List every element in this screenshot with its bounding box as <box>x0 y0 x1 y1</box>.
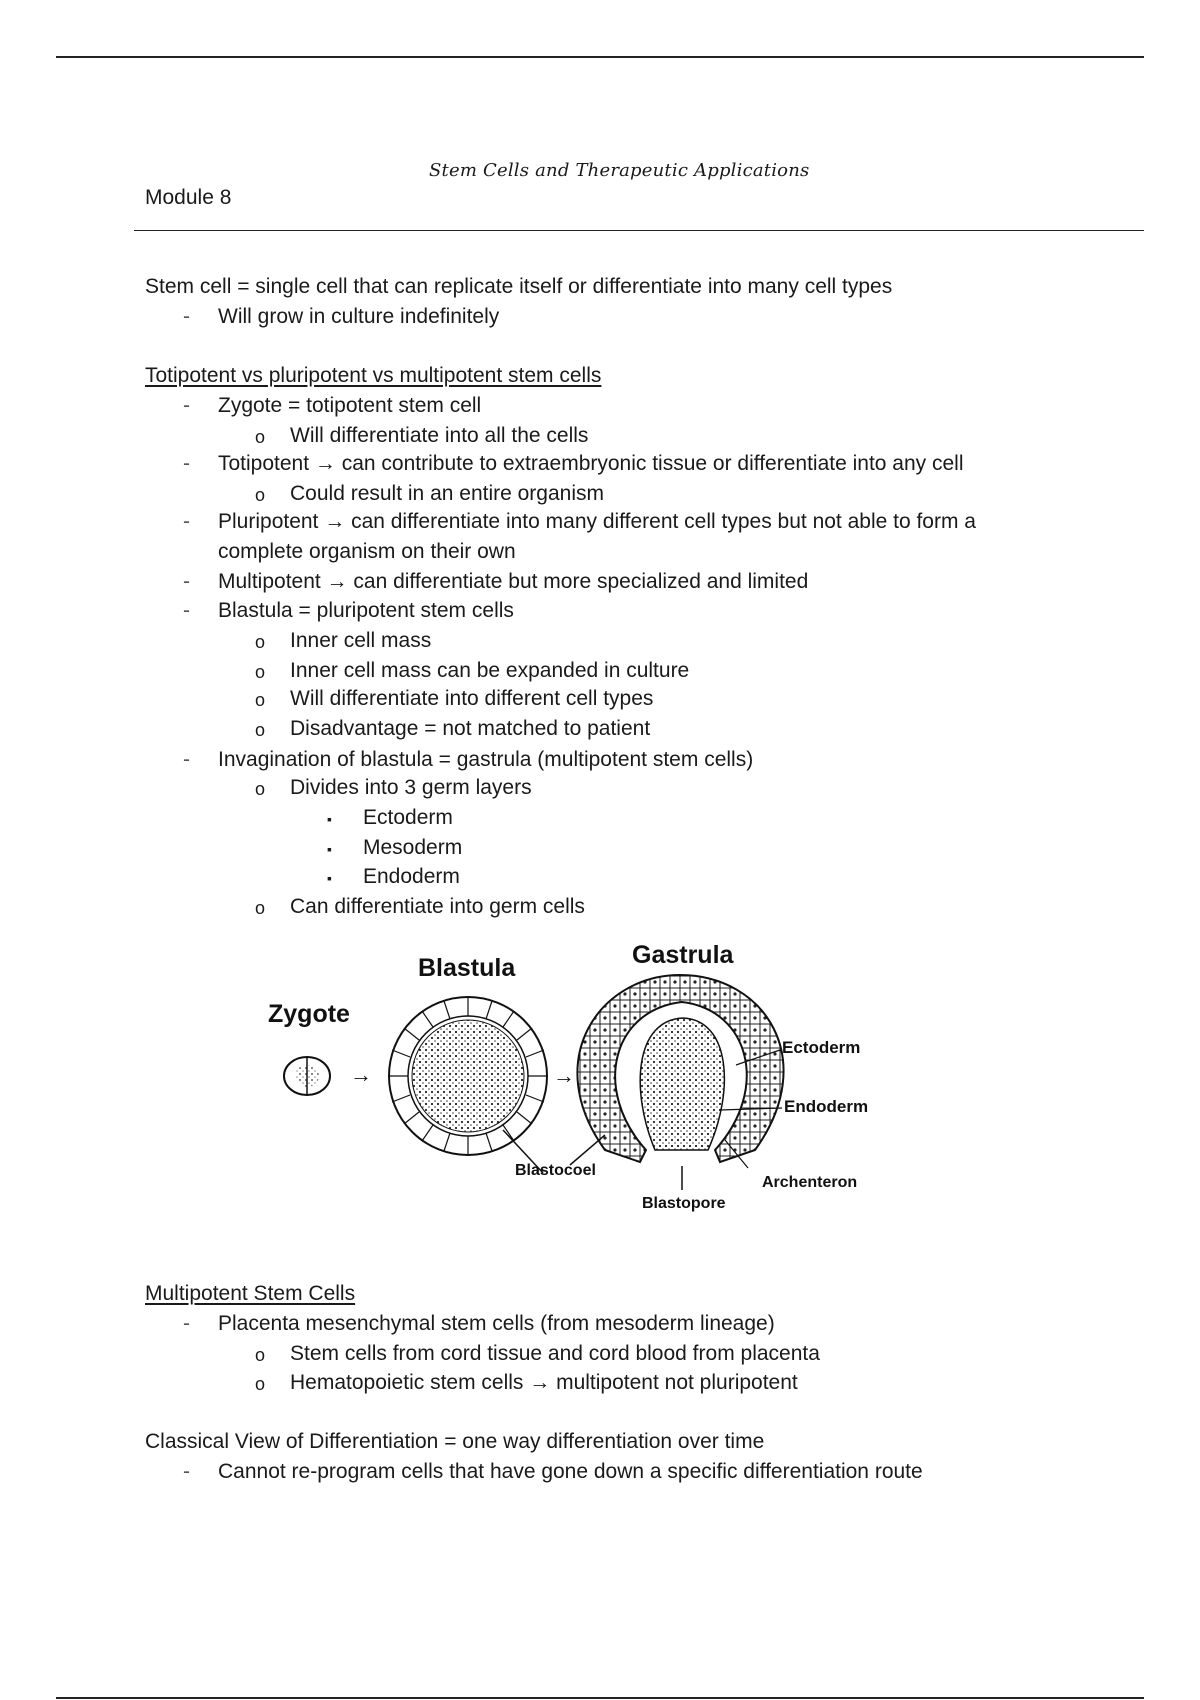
zygote-illustration <box>284 1057 330 1095</box>
potency-heading: Totipotent vs pluripotent vs multipotent stem cells <box>145 364 602 387</box>
dash-marker: - <box>183 452 190 475</box>
ectoderm-label: Ectoderm <box>782 1038 861 1057</box>
gastrula-bullet: Invagination of blastula = gastrula (multipotent stem cells) <box>218 748 754 771</box>
blastula-bullet: Blastula = pluripotent stem cells <box>218 599 514 622</box>
pluripotent-bullet-line1: Pluripotent → can differentiate into many different cell types but not able to form a <box>218 510 976 533</box>
multipotent-sub: Stem cells from cord tissue and cord blood from placenta <box>290 1342 820 1365</box>
blastula-label: Blastula <box>418 954 516 982</box>
classical-view-definition: Classical View of Differentiation = one way differentiation over time <box>145 1430 765 1453</box>
multipotent-bullet: Multipotent → can differentiate but more specialized and limited <box>218 570 809 593</box>
dash-marker: - <box>183 394 190 417</box>
gastrula-sub: Divides into 3 germ layers <box>290 776 532 799</box>
blastocoel-label: Blastocoel <box>515 1162 596 1179</box>
header-rule <box>134 230 1144 231</box>
top-rule <box>56 56 1144 58</box>
stem-cell-definition: Stem cell = single cell that can replicate itself or differentiate into many cell types <box>145 275 893 298</box>
circle-marker: o <box>255 485 266 505</box>
circle-marker: o <box>255 898 266 918</box>
module-label: Module 8 <box>145 186 232 209</box>
dash-marker: - <box>183 570 190 593</box>
archenteron-label: Archenteron <box>762 1174 858 1191</box>
document-title: Stem Cells and Therapeutic Applications <box>429 160 810 181</box>
circle-marker: o <box>255 632 266 652</box>
germ-layer: Mesoderm <box>363 836 463 859</box>
circle-marker: o <box>255 1374 266 1394</box>
zygote-sub: Will differentiate into all the cells <box>290 424 589 447</box>
blastula-sub: Will differentiate into different cell types <box>290 687 654 710</box>
arrow-icon: → <box>553 1063 575 1088</box>
circle-marker: o <box>255 720 266 740</box>
blastula-sub: Disadvantage = not matched to patient <box>290 717 651 740</box>
blastopore-label: Blastopore <box>642 1195 726 1212</box>
circle-marker: o <box>255 427 266 447</box>
intro-bullet: Will grow in culture indefinitely <box>218 305 500 328</box>
dash-marker: - <box>183 305 190 328</box>
dash-marker: - <box>183 1460 190 1483</box>
gastrula-sub: Can differentiate into germ cells <box>290 895 585 918</box>
dash-marker: - <box>183 1312 190 1335</box>
multipotent-heading: Multipotent Stem Cells <box>145 1282 356 1305</box>
dash-marker: - <box>183 748 190 771</box>
multipotent-section-bullet: Placenta mesenchymal stem cells (from mesoderm lineage) <box>218 1312 775 1335</box>
germ-layer: Ectoderm <box>363 806 453 829</box>
endoderm-label: Endoderm <box>784 1097 869 1116</box>
dash-marker: - <box>183 599 190 622</box>
totipotent-bullet: Totipotent → can contribute to extraembryonic tissue or differentiate into any cell <box>218 452 964 475</box>
blastula-sub: Inner cell mass can be expanded in culture <box>290 659 690 682</box>
arrow-icon: → <box>350 1062 372 1087</box>
totipotent-sub: Could result in an entire organism <box>290 482 604 505</box>
embryo-development-figure <box>250 940 900 1230</box>
circle-marker: o <box>255 1345 266 1365</box>
zygote-bullet: Zygote = totipotent stem cell <box>218 394 482 417</box>
germ-layer: Endoderm <box>363 865 460 888</box>
gastrula-label: Gastrula <box>632 941 734 969</box>
zygote-label: Zygote <box>268 1000 350 1028</box>
square-marker: ▪ <box>327 841 332 857</box>
circle-marker: o <box>255 779 266 799</box>
multipotent-sub: Hematopoietic stem cells → multipotent not pluripotent <box>290 1371 798 1394</box>
square-marker: ▪ <box>327 811 332 827</box>
dash-marker: - <box>183 510 190 533</box>
circle-marker: o <box>255 690 266 710</box>
pluripotent-bullet-line2: complete organism on their own <box>218 540 516 563</box>
gastrula-illustration <box>570 975 784 1190</box>
square-marker: ▪ <box>327 870 332 886</box>
circle-marker: o <box>255 662 266 682</box>
classical-view-bullet: Cannot re-program cells that have gone down a specific differentiation route <box>218 1460 923 1483</box>
bottom-rule <box>56 1697 1144 1699</box>
blastula-sub: Inner cell mass <box>290 629 432 652</box>
blastula-illustration <box>389 997 547 1173</box>
